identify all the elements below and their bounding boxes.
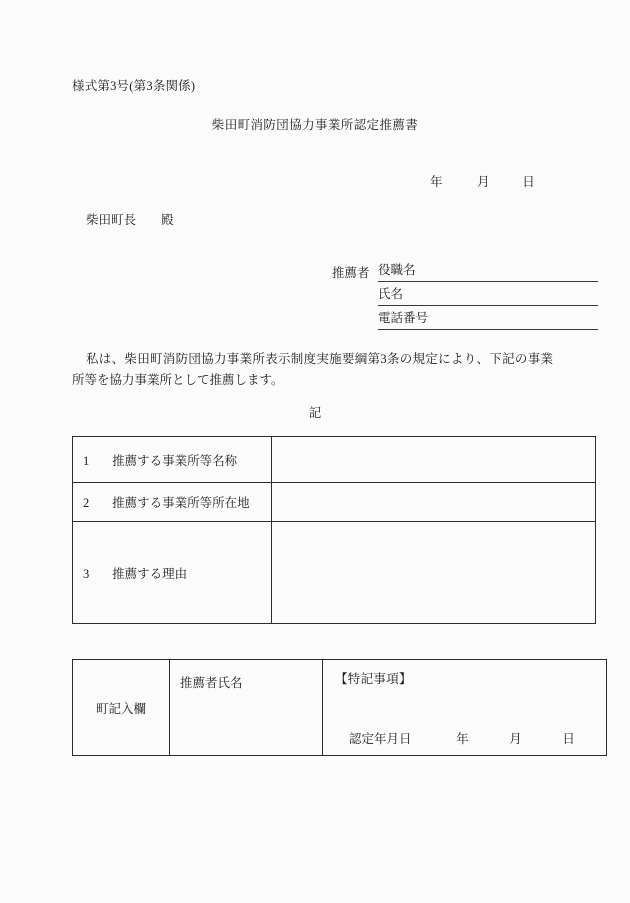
recommender-name-cell-label: 推薦者氏名 [180, 676, 243, 690]
approval-date-label: 認定年月日 [349, 732, 412, 746]
recommender-heading: 推薦者 [332, 266, 370, 280]
issue-date-line [430, 172, 535, 190]
row-2-value[interactable] [272, 483, 596, 522]
table-row [73, 483, 596, 522]
row-3-label-text: 推薦する理由 [112, 566, 188, 581]
approval-date-month-label: 月 [509, 732, 522, 746]
town-office-table [72, 659, 607, 756]
recommender-phone-field[interactable] [378, 309, 598, 330]
recommender-name-field[interactable] [378, 285, 598, 306]
recommender-phone-label: 電話番号 [378, 311, 429, 325]
page-title: 柴田町消防団協力事業所認定推薦書 [211, 118, 419, 132]
issue-date-day-label: 日 [522, 175, 535, 189]
table-row [73, 660, 607, 756]
recommender-name-label: 氏名 [378, 287, 404, 301]
recommender-name-cell[interactable] [170, 660, 323, 756]
approval-date-line [349, 729, 575, 747]
row-2-label-text: 推薦する事業所等所在地 [112, 496, 250, 510]
addressee-name: 柴田町長 [86, 213, 137, 227]
recommendation-table [72, 436, 596, 624]
notes-title: 【特記事項】 [335, 672, 412, 686]
town-office-column-label: 町記入欄 [73, 660, 170, 756]
row-1-label-text: 推薦する事業所等名称 [112, 453, 238, 468]
addressee-honorific: 殿 [161, 213, 174, 227]
recommender-position-field[interactable] [378, 261, 598, 282]
row-2-number: 2 [83, 496, 90, 510]
row-3-label [73, 522, 272, 624]
approval-date-year-label: 年 [456, 732, 469, 746]
row-2-label [73, 483, 272, 522]
issue-date-month-label: 月 [477, 175, 490, 189]
recommender-position-label: 役職名 [378, 263, 416, 277]
recommender-fields [378, 261, 598, 330]
addressee [86, 210, 174, 228]
row-1-number: 1 [83, 453, 90, 468]
issue-date-year-label: 年 [430, 175, 443, 189]
row-1-value[interactable] [272, 437, 596, 483]
table-row [73, 522, 596, 624]
row-1-label [73, 437, 272, 483]
form-number: 様式第3号(第3条関係) [72, 79, 196, 93]
table-row [73, 437, 596, 483]
body-paragraph: 私は、柴田町消防団協力事業所表示制度実施要綱第3条の規定により、下記の事業所等を協力事業所として推薦します。 [72, 352, 553, 387]
approval-date-day-label: 日 [562, 732, 575, 746]
record-marker: 記 [308, 406, 322, 420]
row-3-value[interactable] [272, 522, 596, 624]
row-3-number: 3 [83, 566, 90, 581]
recommender-block [332, 261, 598, 330]
notes-cell[interactable] [323, 660, 607, 756]
